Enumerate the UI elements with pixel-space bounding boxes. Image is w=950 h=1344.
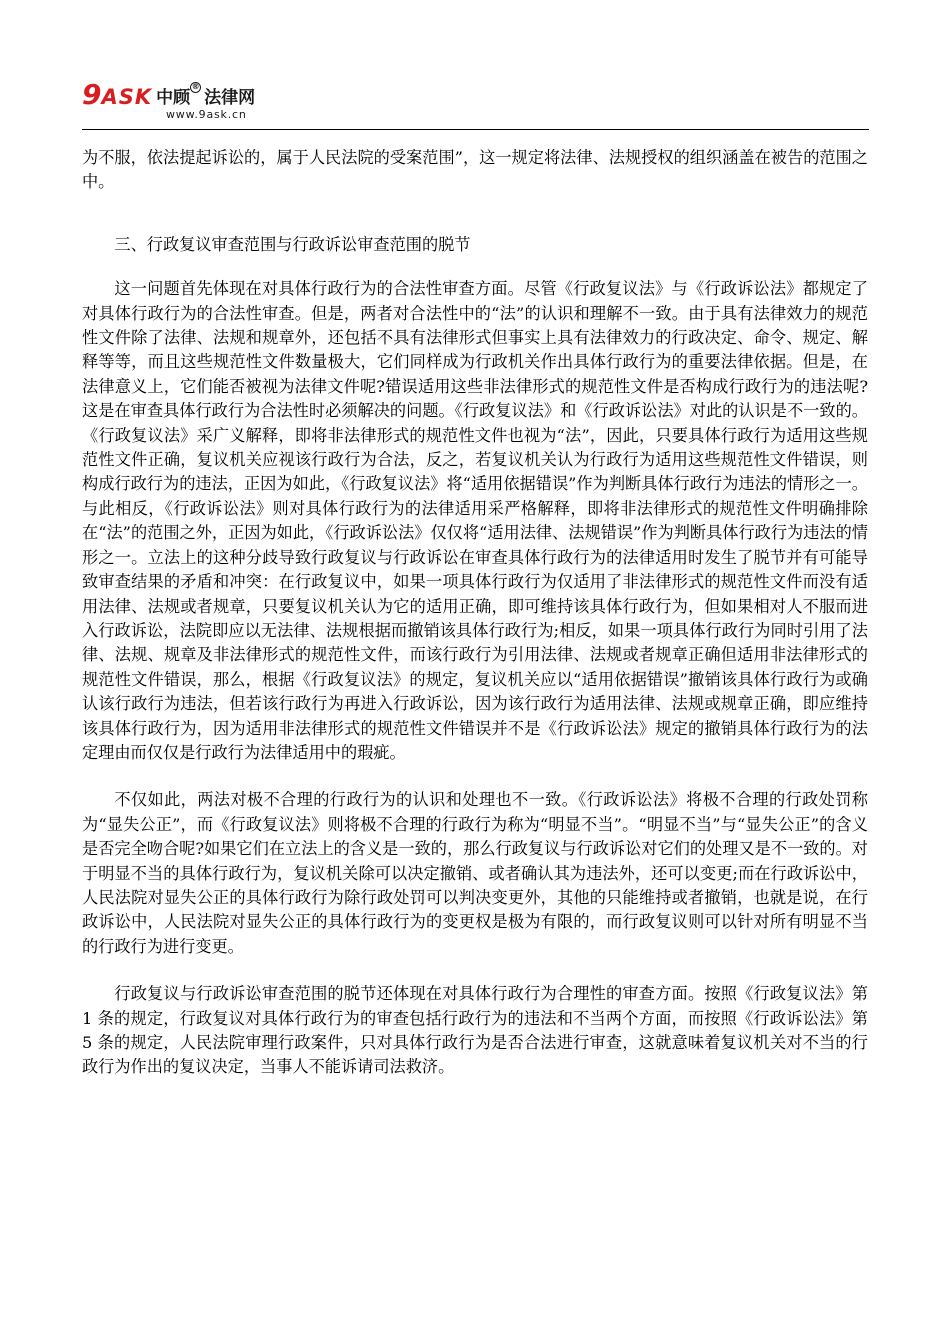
section-heading: 三、行政复议审查范围与行政诉讼审查范围的脱节 bbox=[114, 234, 471, 254]
logo-falvwang: 法律网 bbox=[204, 88, 256, 108]
registered-mark-icon: ® bbox=[191, 82, 200, 91]
paragraph: 行政复议与行政诉讼审查范围的脱节还体现在对具体行政行为合理性的审查方面。按照《行政复议法》第 1 条的规定，行政复议对具体行政行为的审查包括行政行为的违法和不当两个方面，而按照《行政诉讼法》第 5 条的规定，人民法院审理行政案件，只对具体行政行为是否合法进行审查，这就意味着复议机关对不当的行政行为作出的复议决定，当事人不能诉请司法救济。 bbox=[82, 984, 868, 1077]
header-divider bbox=[82, 129, 869, 130]
paragraph-continued: 为不服，依法提起诉讼的，属于人民法院的受案范围”，这一规定将法律、法规授权的组织涵盖在被告的范围之中。 bbox=[82, 148, 868, 192]
logo-ask: ASK bbox=[101, 85, 153, 109]
logo-nine: 9 bbox=[82, 78, 102, 111]
paragraph: 这一问题首先体现在对具体行政行为的合法性审查方面。尽管《行政复议法》与《行政诉讼法》都规定了对具体行政行为的合法性审查。但是，两者对合法性中的“法”的认识和理解不一致。由于具有法律效力的规范性文件除了法律、法规和规章外，还包括不具有法律形式但事实上具有法律效力的行政决定、命令、规定、解释等等，而且这些规范性文件数量极大，它们同样成为行政机关作出具体行政行为的重要法律依据。但是，在法律意义上，它们能否被视为法律文件呢?错误适用这些非法律形式的规范性文件是否构成行政行为的违法呢?这是在审查具体行政行为合法性时必须解决的问题。《行政复议法》和《行政诉讼法》对此的认识是不一致的。《行政复议法》采广义解释，即将非法律形式的规范性文件也视为“法”，因此，只要具体行政行为适用这些规范性文件正确，复议机关应视该行政行为合法，反之，若复议机关认为行政行为适用这些规范性文件错误，则构成行政行为的违法，正因为如此，《行政复议法》将“适用依据错误”作为判断具体行政行为违法的情形之一。与此相反，《行政诉讼法》则对具体行政行为的法律适用采严格解释，即将非法律形式的规范性文件明确排除在“法”的范围之外，正因为如此，《行政诉讼法》仅仅将“适用法律、法规错误”作为判断具体行政行为违法的情形之一。立法上的这种分歧导致行政复议与行政诉讼在审查具体行政行为的法律适用时发生了脱节并有可能导致审查结果的矛盾和冲突：在行政复议中，如果一项具体行政行为仅适用了非法律形式的规范性文件而没有适用法律、法规或者规章，只要复议机关认为它的适用正确，即可维持该具体行政行为，但如果相对人不服而进入行政诉讼，法院即应以无法律、法规根据而撤销该具体行政行为;相反，如果一项具体行政行为同时引用了法律、法规、规章及非法律形式的规范性文件，而该行政行为引用法律、法规或者规章正确但适用非法律形式的规范性文件错误，那么，根据《行政复议法》的规定，复议机关应以“适用依据错误”撤销该具体行政行为或确认该行政行为违法，但若该行政行为再进入行政诉讼，因为该行政行为适用法律、法规或规章正确，即应维持该具体行政行为，因为适用非法律形式的规范性文件错误并不是《行政诉讼法》规定的撤销具体行政行为的法定理由而仅仅是行政行为法律适用中的瑕疵。 bbox=[82, 279, 868, 762]
site-logo[interactable] bbox=[82, 80, 342, 126]
document-body bbox=[82, 146, 868, 1103]
logo-url: www.9ask.cn bbox=[166, 108, 247, 121]
logo-wordmark bbox=[82, 80, 255, 110]
logo-zhonggu: 中顾 bbox=[156, 88, 191, 108]
paragraph: 不仅如此，两法对极不合理的行政行为的认识和处理也不一致。《行政诉讼法》将极不合理的行政处罚称为“显失公正”，而《行政复议法》则将极不合理的行政行为称为“明显不当”。“明显不当”与“显失公正”的含义是否完全吻合呢?如果它们在立法上的含义是一致的，那么行政复议与行政诉讼对它们的处理又是不一致的。对于明显不当的具体行政行为，复议机关除可以决定撤销、或者确认其为违法外，还可以变更;而在行政诉讼中，人民法院对显失公正的具体行政行为除行政处罚可以判决变更外，其他的只能维持或者撤销，也就是说，在行政诉讼中，人民法院对显失公正的具体行政行为的变更权是极为有限的，而行政复议则可以针对所有明显不当的行政行为进行变更。 bbox=[82, 790, 868, 956]
